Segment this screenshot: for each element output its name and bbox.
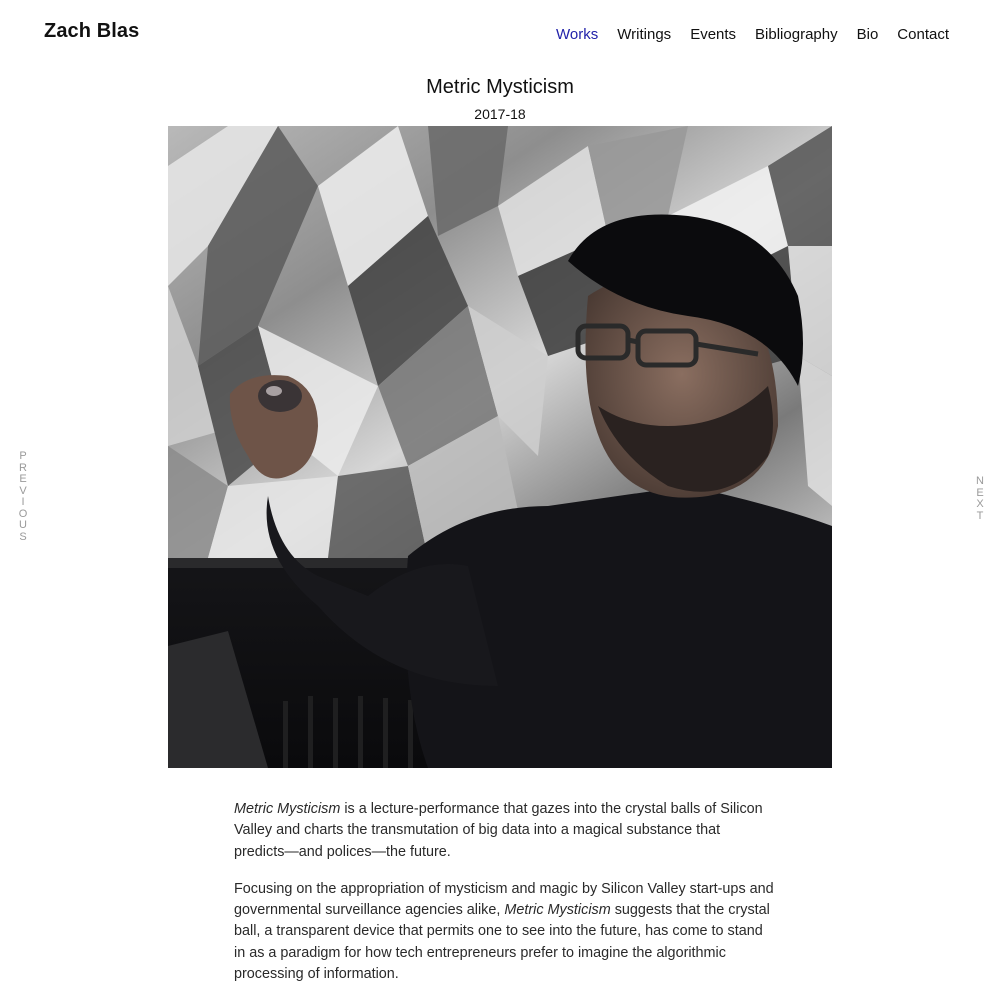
side-nav-letter: P [19,450,27,462]
work-description [234,799,774,1000]
description-paragraph-1 [234,799,774,863]
nav-bio[interactable]: Bio [856,26,879,43]
side-nav-letter: E [19,473,27,485]
side-nav-letter: I [21,496,25,508]
nav-writings[interactable]: Writings [617,26,672,43]
side-nav-letter: T [976,509,984,522]
next-link[interactable] [974,476,986,522]
main-nav [556,26,949,43]
description-paragraph-2 [234,879,774,985]
side-nav-letter: O [18,507,28,520]
side-nav-letter: X [976,498,984,510]
nav-events[interactable]: Events [690,26,737,43]
work-title: Metric Mysticism [426,76,574,98]
description-text: suggests that the crystal ball, a transparent device that permits one to see into the future, has come to stand in as a paradigm for how tech entrepreneurs prefer to imagine the algorithmic processing of information. [234,902,770,983]
nav-works[interactable]: Works [556,26,599,43]
hero-image [168,126,832,768]
side-nav-letter: S [19,530,27,543]
side-nav-letter: N [976,475,984,487]
nav-bibliography[interactable]: Bibliography [755,26,838,43]
nav-contact[interactable]: Contact [897,26,949,43]
side-nav-letter: R [19,461,27,474]
side-nav-letter: U [19,519,27,531]
side-nav-letter: E [976,486,984,499]
work-year: 2017-18 [474,106,526,122]
description-text: Focusing on the appropriation of mysticism and magic by Silicon Valley start-ups and governmental surveillance agencies alike, [234,880,774,919]
description-italic-title: Metric Mysticism [234,801,341,817]
description-text: is a lecture-performance that gazes into the crystal balls of Silicon Valley and charts the transmutation of big data into a magical substance that predicts—and polices—the future. [234,801,763,860]
site-title-link[interactable]: Zach Blas [44,20,140,42]
description-italic-title: Metric Mysticism [504,902,611,919]
side-nav-letter: V [19,484,27,497]
previous-link[interactable] [17,451,29,543]
